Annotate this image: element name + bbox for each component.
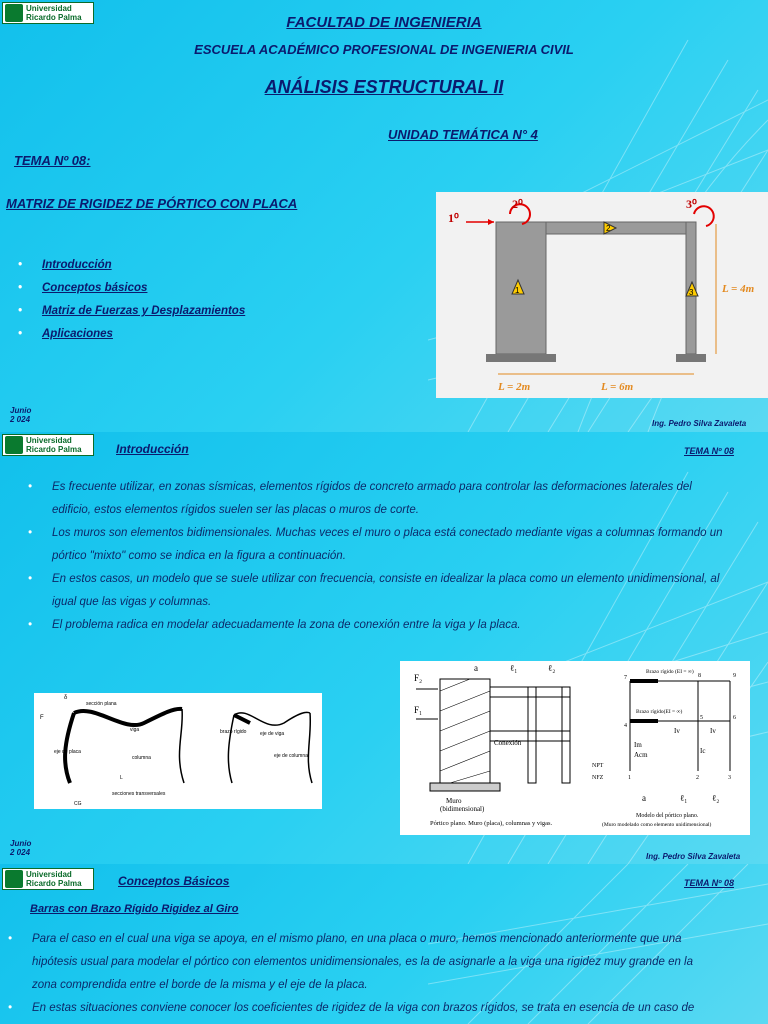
slide3-title: Conceptos Básicos [118, 874, 230, 888]
slide-3 [0, 864, 768, 1024]
fig-brazo: brazo rígido [220, 729, 247, 735]
fig2-F2: F₂ [414, 673, 423, 683]
slide1-date-year: 2 024 [10, 415, 31, 424]
fig-L: L [120, 775, 123, 781]
fig-secciones: secciones transversales [112, 791, 166, 797]
logo-mark-icon [5, 436, 23, 454]
fig2-l2b: ℓ₂ [712, 793, 720, 803]
fig-label-3: 3⁰ [686, 197, 697, 211]
fig2-node-9: 9 [733, 673, 736, 679]
fig-cg: CG [74, 801, 82, 807]
frame-figure [436, 192, 768, 398]
logo-line-2: Ricardo Palma [26, 13, 82, 22]
fig-height: L = 4m [722, 283, 755, 295]
slide3-subtitle: Barras con Brazo Rígido Rigidez al Giro [30, 903, 239, 915]
intro-paragraph: • En estos casos, un modelo que se suele utilizar con frecuencia, consiste en idealizar la placa como un elemento unidimensional, al igual que las vigas y columnas. [28, 568, 728, 614]
topic-item-matrix[interactable]: • Matriz de Fuerzas y Desplazamientos [18, 300, 245, 323]
fig-F: F [40, 715, 44, 721]
fig2-l1b: ℓ₁ [680, 793, 688, 803]
intro-paragraph: • El problema radica en modelar adecuadamente la zona de conexión entre la viga y la placa. [28, 614, 728, 637]
fig2-Ic: Ic [700, 747, 706, 755]
fig2-node-2: 2 [696, 775, 699, 781]
fig2-node-5: 5 [700, 715, 703, 721]
deformation-figure [34, 693, 322, 809]
slide-1 [0, 0, 768, 432]
logo-mark-icon [5, 870, 23, 888]
topic-item-intro[interactable]: • Introducción [18, 254, 245, 277]
logo-line-1: Universidad [26, 4, 72, 13]
fig2-Im: Im [634, 741, 642, 749]
slide2-title: Introducción [116, 442, 189, 456]
fig-label-1: 1⁰ [448, 211, 459, 225]
fig-eje-col: eje de columna [274, 753, 308, 759]
fig-columna: columna [132, 755, 151, 761]
slide3-topic: TEMA Nº 08 [684, 878, 734, 888]
logo-line-1: Universidad [26, 870, 72, 879]
school-title: ESCUELA ACADÉMICO PROFESIONAL DE INGENIERIA CIVIL [194, 42, 574, 57]
topic-list [18, 254, 245, 346]
slide2-date-year: 2 024 [10, 848, 31, 857]
fig2-conexion: Conexión [494, 739, 522, 747]
slide1-date-month: Junio [10, 406, 32, 415]
slide2-date [10, 839, 31, 857]
slide2-author: Ing. Pedro Silva Zavaleta [646, 852, 741, 861]
slide2-date-month: Junio [10, 839, 32, 848]
fig-delta: δ [64, 695, 68, 701]
subject-title: MATRIZ DE RIGIDEZ DE PÓRTICO CON PLACA [6, 196, 298, 211]
fig2-a2: a [642, 793, 646, 803]
fig-tri-3: 3 [689, 288, 694, 297]
fig2-caption-right-2: (Muro modelado como elemento unidimensional) [602, 822, 712, 828]
logo-line-1: Universidad [26, 436, 72, 445]
fig2-node-4: 4 [624, 723, 627, 729]
fig2-node-7: 7 [624, 675, 627, 681]
topic-item-concepts[interactable]: • Conceptos básicos [18, 277, 245, 300]
fig-eje-placa: eje de placa [54, 749, 81, 755]
concept-paragraph: • En estas situaciones conviene conocer los coeficientes de rigidez de la viga con brazos rígidos, se trata en esencia de un caso de [8, 997, 708, 1020]
fig2-F1: F₁ [414, 705, 423, 715]
fig2-muro: Muro [446, 797, 462, 805]
slide1-date [10, 406, 31, 424]
fig-viga: viga [130, 727, 140, 733]
fig2-brazo-top: Brazo rígido (EI = ∞) [646, 669, 694, 675]
slide-2 [0, 432, 768, 864]
university-logo [2, 434, 94, 456]
fig2-l2: ℓ₂ [548, 663, 556, 673]
intro-paragraph: • Es frecuente utilizar, en zonas sísmicas, elementos rígidos de concreto armado para controlar las deformaciones laterales del edificio, estos elementos rígidos suelen ser las placas o muros de corte. [28, 476, 728, 522]
logo-line-2: Ricardo Palma [26, 445, 82, 454]
fig-tri-2: 2 [606, 224, 611, 233]
fig2-node-3: 3 [728, 775, 731, 781]
slide2-topic: TEMA Nº 08 [684, 446, 734, 456]
topic-title: TEMA Nº 08: [14, 153, 91, 168]
fig-eje-viga: eje de viga [260, 731, 285, 737]
fig2-caption-left: Pórtico plano. Muro (placa), columnas y vigas. [430, 820, 553, 827]
course-title: ANÁLISIS ESTRUCTURAL II [264, 77, 504, 97]
fig2-node-8: 8 [698, 673, 701, 679]
fig2-Iv-1: Iv [674, 727, 680, 735]
fig-width-left: L = 2m [498, 381, 531, 393]
fig2-node-1: 1 [628, 775, 631, 781]
fig2-l1: ℓ₁ [510, 663, 518, 673]
intro-paragraphs [28, 476, 728, 637]
fig2-caption-right-1: Modelo del pórtico plano. [636, 813, 699, 819]
concept-paragraphs [8, 928, 708, 1020]
concept-paragraph: • Para el caso en el cual una viga se apoya, en el mismo plano, en una placa o muro, hemos mencionado anteriormente que una hipótesis usual para modelar el pórtico con elementos unidimensionales, es la de asignarle a la viga una rigidez muy grande en la zona comprendida entre el borde de la misma y el eje de la placa. [8, 928, 708, 997]
slide1-author: Ing. Pedro Silva Zavaleta [652, 419, 747, 428]
fig2-node-6: 6 [733, 715, 736, 721]
university-logo [2, 868, 94, 890]
fig2-a: a [474, 663, 478, 673]
fig2-nfz: NFZ [592, 775, 604, 781]
fig-width-right: L = 6m [601, 381, 634, 393]
topic-item-applications[interactable]: • Aplicaciones [18, 323, 245, 346]
fig-seccion: sección plana [86, 701, 117, 707]
fig2-Acm: Acm [634, 751, 648, 759]
intro-paragraph: • Los muros son elementos bidimensionales. Muchas veces el muro o placa está conectado mediante vigas a columnas formando un pórtico "mixto" como se indica en la figura a continuación. [28, 522, 728, 568]
logo-line-2: Ricardo Palma [26, 879, 82, 888]
fig2-npt: NPT [592, 763, 604, 769]
fig2-brazo-mid: Brazo rígido(EI = ∞) [636, 709, 683, 715]
fig-label-2: 2⁰ [512, 197, 523, 211]
fig-tri-1: 1 [515, 286, 520, 295]
portico-figure [400, 661, 750, 835]
fig2-Iv-2: Iv [710, 727, 716, 735]
unit-title: UNIDAD TEMÁTICA N° 4 [388, 127, 538, 142]
fig2-bidim: (bidimensional) [440, 805, 485, 813]
faculty-title: FACULTAD DE INGENIERIA [286, 14, 482, 31]
